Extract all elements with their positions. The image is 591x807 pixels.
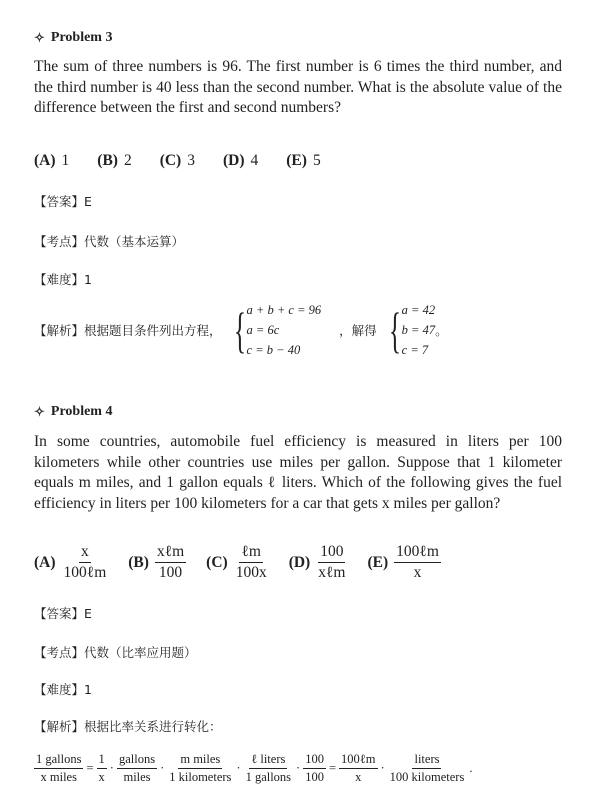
problem-4-analysis: 【解析】根据比率关系进行转化： bbox=[34, 719, 222, 734]
problem-3-title-text: Problem 3 bbox=[50, 30, 113, 45]
problem-3-analysis: 【解析】 根据题目条件列出方程， { a + b + c = 96 a = 6c c = b − 40 ，解得 { a = 42 b = 47 c = 7 。 bbox=[34, 302, 448, 358]
problem-4-difficulty: 【难度】1 bbox=[34, 682, 92, 697]
choice-c: (C) $\frac{\text{ℓm}}{100x}$ bbox=[206, 543, 267, 581]
problem-3-difficulty: 【难度】1 bbox=[34, 272, 92, 287]
problem-3-choices bbox=[34, 152, 349, 170]
equation-system-1: { a + b + c = 96 a = 6c c = b − 40 bbox=[233, 302, 322, 358]
work-term: $\frac{\text{gallons}}{\text{miles}}$ bbox=[118, 752, 156, 784]
conversion-equation: $\frac{\text{1 gallons}}{\text{x miles}}$ = $\frac{1}{x}$ · $\frac{\text{gallons}}{\text{miles}}$ · $\frac{\text{m miles}}{\text{1 kilometers}}$ · $\frac{\text{ℓ liters}}{\text{1 gallons}}$ · $\frac{100}{100}$ = $\frac{\text{100ℓm}}{x}$ · $\frac{\text{liters}}{\text{100 kilometers}}$ . bbox=[36, 752, 473, 784]
problem-4-topic: 【考点】代数（比率应用题） bbox=[34, 645, 197, 660]
work-term: $\frac{\text{100ℓm}}{x}$ bbox=[341, 752, 376, 784]
problem-3-topic: 【考点】代数（基本运算） bbox=[34, 234, 185, 249]
work-term: $\frac{\text{ℓ liters}}{\text{1 gallons}}$ bbox=[245, 752, 292, 784]
choice-a: (A) $\frac{x}{\text{100ℓm}}$ bbox=[34, 543, 107, 581]
equation-system-2: { a = 42 b = 47 c = 7 bbox=[388, 302, 436, 358]
problem-3-title bbox=[34, 30, 112, 46]
work-term: $\frac{1}{x}$ bbox=[98, 752, 105, 784]
diamond-icon: ✧ bbox=[34, 404, 45, 419]
choice-c: (C) 3 bbox=[159, 152, 195, 169]
choice-d: (D) $\frac{100}{\text{xℓm}}$ bbox=[288, 543, 346, 581]
choice-b: (B) $\frac{\text{xℓm}}{100}$ bbox=[128, 543, 185, 581]
problem-4-statement: In some countries, automobile fuel efficiency is measured in liters per 100 kilometers while other countries use miles per gallon. Suppose that 1 kilometer equals m miles, and 1 gallon equals ℓ liters. Which of the following gives the fuel efficiency in liters per 100 kilometers for a car that gets x miles per gallon? bbox=[34, 433, 562, 512]
work-term: $\frac{\text{m miles}}{\text{1 kilometers}}$ bbox=[169, 752, 232, 784]
work-term: $\frac{\text{1 gallons}}{\text{x miles}}$ bbox=[36, 752, 82, 784]
problem-4-title-text: Problem 4 bbox=[50, 404, 113, 419]
problem-3-answer: 【答案】E bbox=[34, 194, 92, 209]
work-term: $\frac{\text{liters}}{\text{100 kilometers}}$ bbox=[389, 752, 465, 784]
diamond-icon: ✧ bbox=[34, 30, 45, 45]
problem-4-answer: 【答案】E bbox=[34, 606, 92, 621]
work-term: $\frac{100}{100}$ bbox=[305, 752, 324, 784]
problem-3-statement: The sum of three numbers is 96. The first number is 6 times the third number, and the third number is 40 less than the second number. What is the absolute value of the difference between the first and second numbers? bbox=[34, 58, 562, 116]
choice-b: (B) 2 bbox=[97, 152, 132, 169]
problem-4-title bbox=[34, 404, 112, 420]
choice-e: (E) $\frac{\text{100ℓm}}{x}$ bbox=[367, 543, 439, 581]
choice-e: (E) 5 bbox=[286, 152, 321, 169]
problem-4-choices bbox=[34, 543, 441, 582]
choice-d: (D) 4 bbox=[222, 152, 259, 169]
choice-a: (A) 1 bbox=[34, 152, 70, 169]
